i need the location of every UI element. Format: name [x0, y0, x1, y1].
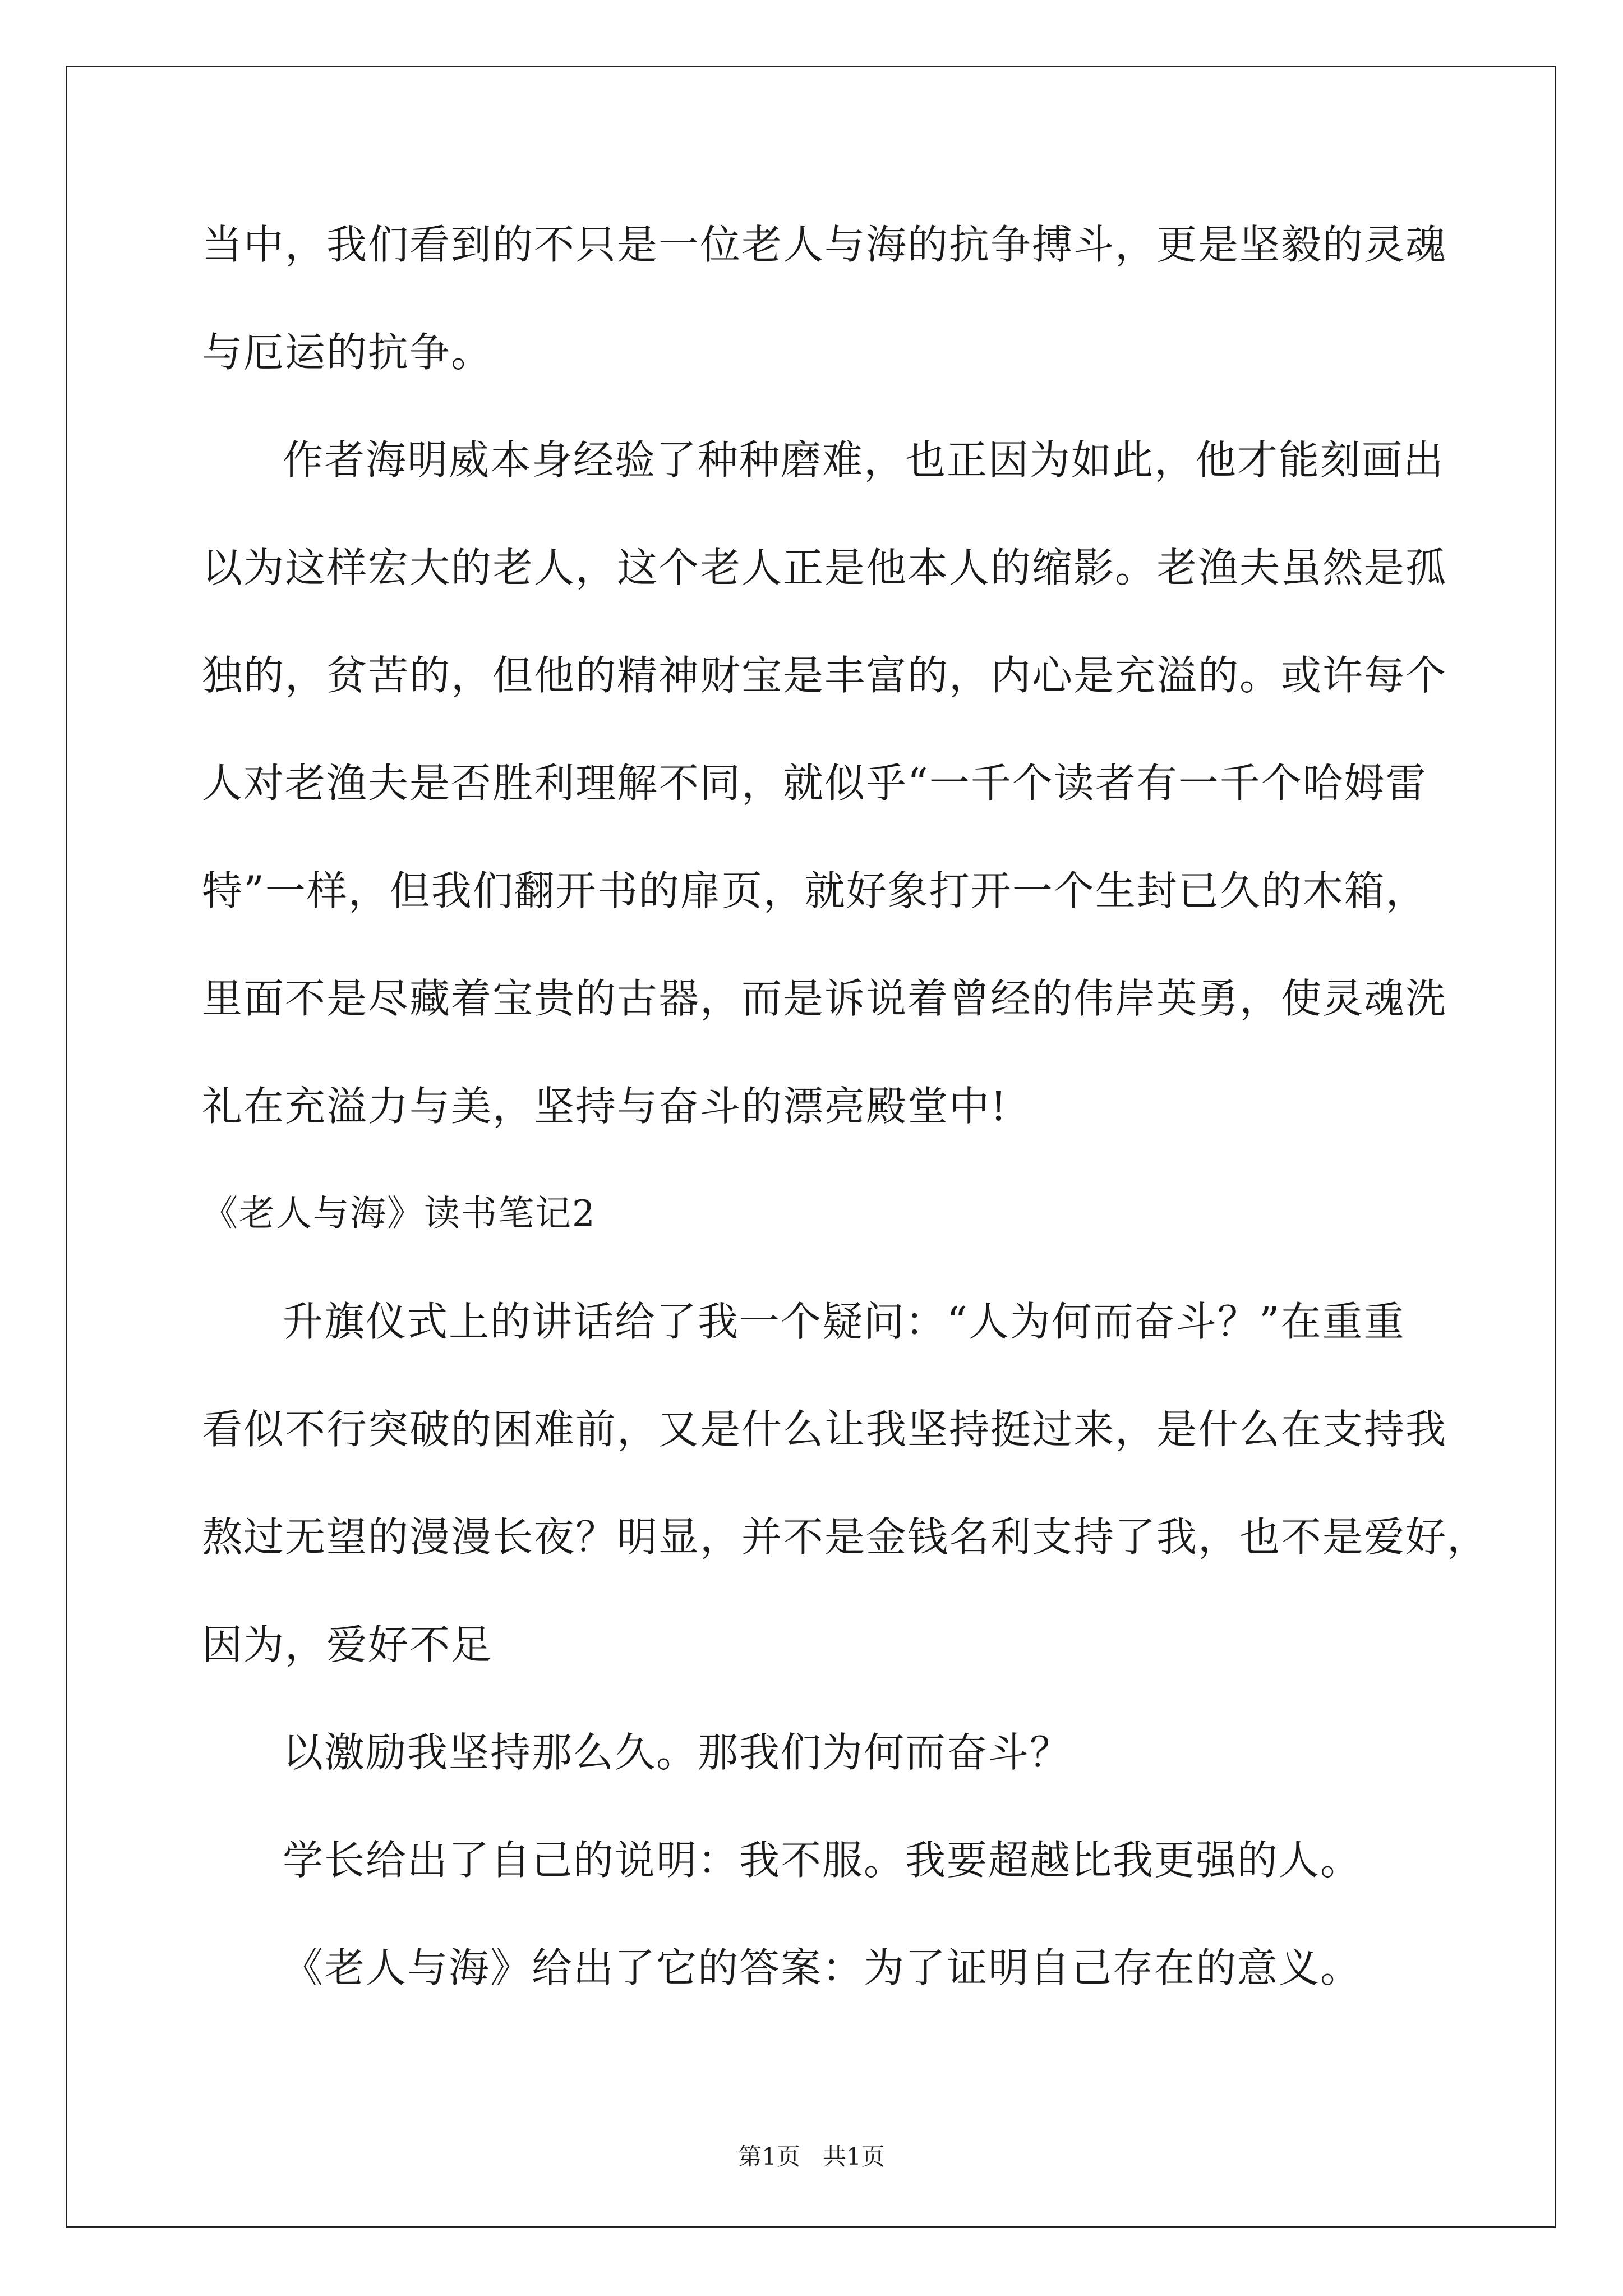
paragraph-line: 《老人与海》给出了它的答案：为了证明自己存在的意义。	[283, 1944, 1362, 1991]
paragraph-line: 以为这样宏大的老人，这个老人正是他本人的缩影。老渔夫虽然是孤	[202, 544, 1447, 591]
page-number-current: 第1页	[738, 2143, 800, 2170]
paragraph-line: 以激励我坚持那么久。那我们为何而奋斗？	[283, 1729, 1072, 1776]
paragraph-line: 学长给出了自己的说明：我不服。我要超越比我更强的人。	[283, 1837, 1362, 1884]
paragraph-line: 因为，爱好不足	[202, 1621, 493, 1668]
page-footer	[0, 2140, 1623, 2174]
paragraph-line: 礼在充溢力与美，坚持与奋斗的漂亮殿堂中!	[202, 1083, 1008, 1130]
paragraph-line: 独的，贫苦的，但他的精神财宝是丰富的，内心是充溢的。或许每个	[202, 652, 1447, 699]
paragraph-line: 作者海明威本身经验了种种磨难，也正因为如此，他才能刻画出	[283, 436, 1445, 484]
paragraph-line: 当中，我们看到的不只是一位老人与海的抗争搏斗，更是坚毅的灵魂	[202, 221, 1447, 268]
page-number-total: 共1页	[823, 2143, 885, 2170]
paragraph-line: 特”一样，但我们翻开书的扉页，就好象打开一个生封已久的木箱，	[202, 867, 1427, 914]
paragraph-line: 与厄运的抗争。	[202, 329, 493, 376]
paragraph-line: 看似不行突破的困难前，又是什么让我坚持挺过来，是什么在支持我	[202, 1406, 1447, 1453]
section-heading: 《老人与海》读书笔记2	[202, 1193, 596, 1235]
paragraph-line: 里面不是尽藏着宝贵的古器，而是诉说着曾经的伟岸英勇，使灵魂洗	[202, 975, 1447, 1022]
paragraph-line: 人对老渔夫是否胜利理解不同，就似乎“一千个读者有一千个哈姆雷	[202, 760, 1427, 807]
paragraph-line: 熬过无望的漫漫长夜？明显，并不是金钱名利支持了我，也不是爱好，	[202, 1513, 1489, 1561]
paragraph-line: 升旗仪式上的讲话给了我一个疑问：“人为何而奋斗？”在重重	[283, 1298, 1405, 1345]
document-body	[202, 191, 1489, 2022]
